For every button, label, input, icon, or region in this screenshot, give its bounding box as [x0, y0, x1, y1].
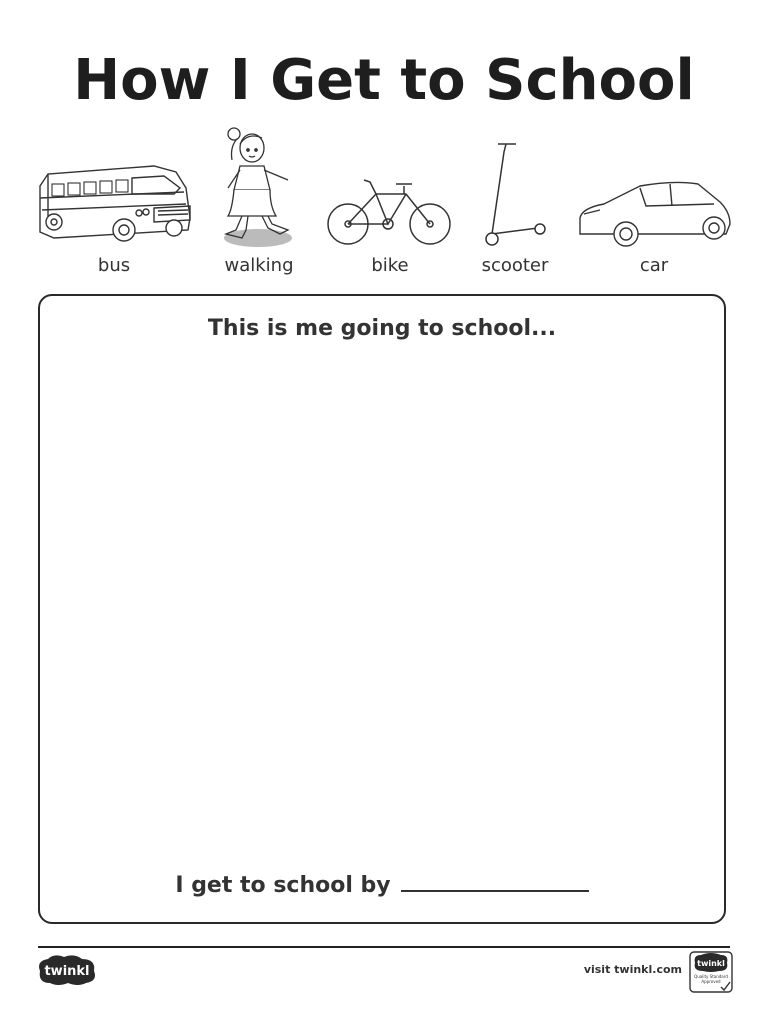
- scooter-icon: [482, 138, 548, 250]
- logo-text: twinkl: [44, 964, 90, 979]
- answer-sentence-text: I get to school by: [175, 873, 391, 898]
- footer-divider: [38, 946, 730, 948]
- answer-blank-line[interactable]: [401, 868, 589, 892]
- bike-icon: [326, 176, 452, 248]
- walking-girl-icon: [218, 126, 298, 250]
- quality-badge: [689, 951, 733, 997]
- twinkl-logo: [34, 953, 100, 991]
- transport-label-bike: bike: [371, 255, 409, 276]
- badge-logo-text: twinkl: [697, 959, 725, 968]
- drawing-area[interactable]: [38, 294, 726, 924]
- transport-label-scooter: scooter: [481, 255, 549, 276]
- car-icon: [574, 178, 734, 250]
- drawing-prompt: This is me going to school...: [207, 316, 557, 341]
- page-title: How I Get to School: [73, 48, 695, 113]
- transport-label-walking: walking: [224, 255, 294, 276]
- visit-link[interactable]: visit twinkl.com: [583, 963, 682, 976]
- answer-sentence: [40, 868, 724, 898]
- transport-label-car: car: [639, 255, 669, 276]
- badge-caption: Quality Standard Approved: [694, 974, 728, 984]
- transport-label-bus: bus: [97, 255, 131, 276]
- bus-icon: [34, 158, 194, 250]
